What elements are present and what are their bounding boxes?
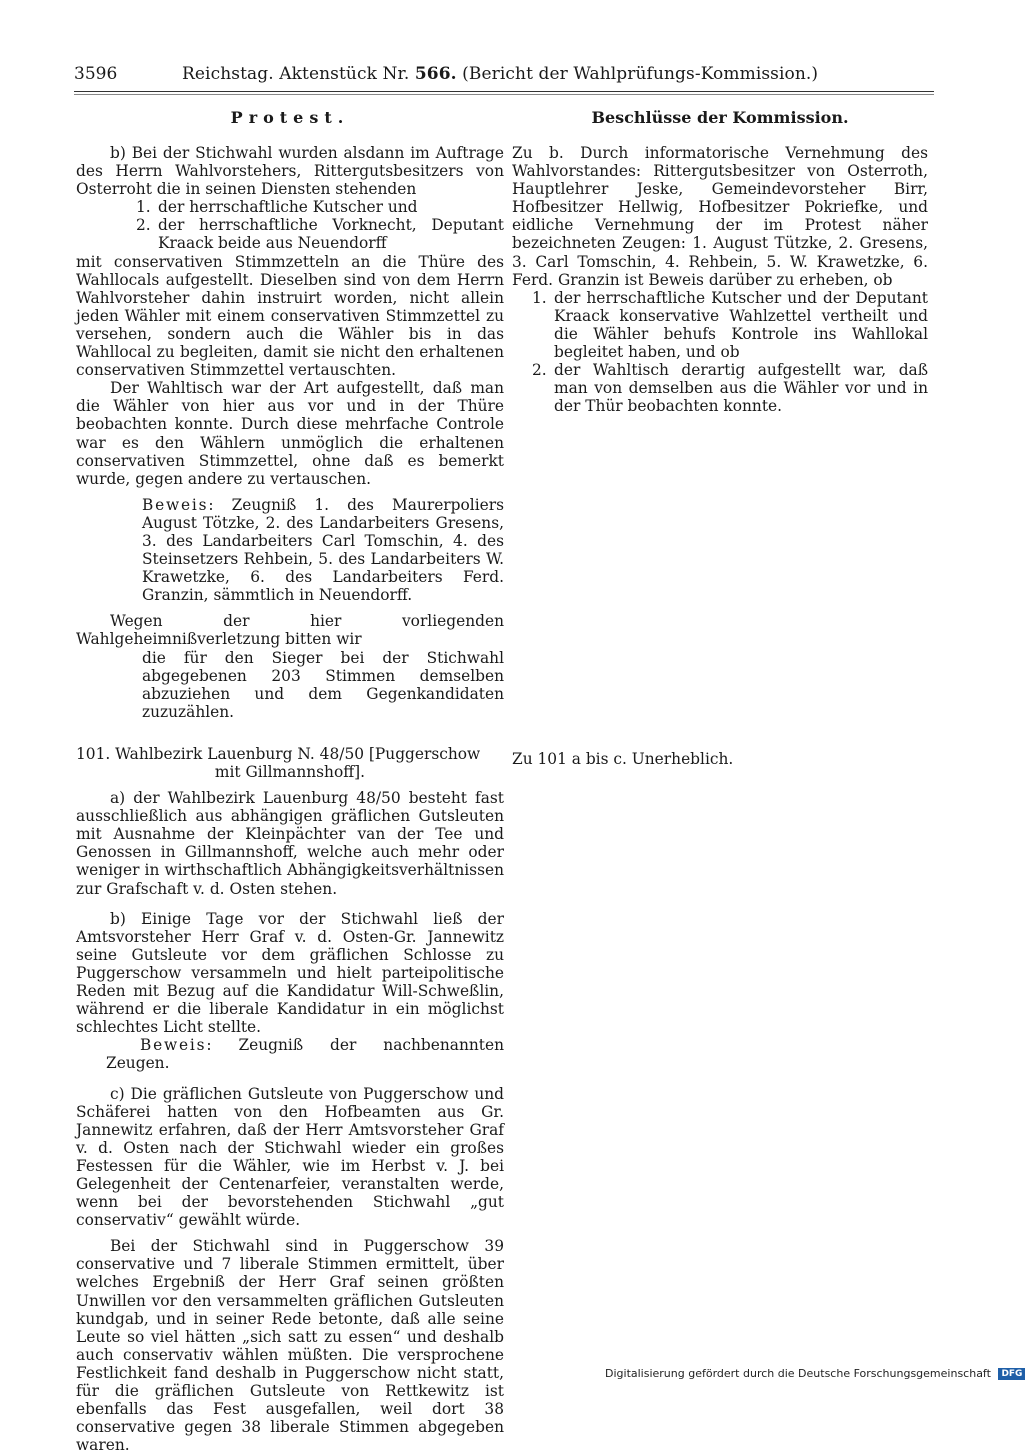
footer-credit [605, 1367, 1025, 1380]
running-title-suffix: (Bericht der Wahlprüfungs-Kommission.) [456, 64, 819, 84]
beweis-1 [142, 496, 504, 605]
decision-list [532, 288, 928, 416]
section-101-c-second-paragraph: Bei der Stichwahl sind in Puggerschow 39 conservative und 7 liberale Stimmen ermittelt, über welches Ergebniß der Herr Graf seinen größten Unwillen vor den versammelten gräflichen Gutsleuten kundgab, und in seiner Rede betonte, daß alle seine Leute so viel hätten „sich satt zu essen“ und deshalb auch conservativ wählen müßten. Die versprochene Festlichkeit fand deshalb in Puggerschow nicht statt, für die gräflichen Gutsleute von Rettkewitz ist ebenfalls das Fest ausgefallen, weil dort 38 conservative gegen 38 liberale Stimmen abgegeben waren. [76, 1237, 504, 1454]
left-column-protest [76, 108, 504, 1454]
section-101-b: b) Einige Tage vor der Stichwahl ließ der Amtsvorsteher Herr Graf v. d. Osten-Gr. Jannewitz seine Gutsleute vor dem gräflichen Schlosse zu Puggerschow versammeln und hielt parteipolitische Reden mit Bezug auf die Kandidatur Will-Schweßlin, während er die liberale Kandidatur in ein möglichst schlechtes Licht stellte. [76, 909, 504, 1037]
beweis-label: Beweis [142, 495, 209, 514]
section-101-c: c) Die gräflichen Gutsleute von Puggerschow und Schäferei hatten von den Hofbeamten aus Gr. Jannewitz erfahren, daß der Herr Amtsvorsteher Graf v. d. Osten nach der Stichwahl wieder ein großes Festessen für die Wähler, wie im Herbst v. J. bei Gelegenheit der Centenarfeier, veranstalten werde, wenn bei der bevorstehenden Stichwahl „gut conservativ“ gewählt würde. [76, 1084, 504, 1230]
beweis-label: Beweis [140, 1036, 207, 1055]
b-witness-list [136, 198, 504, 253]
list-item: 1. der herrschaftliche Kutscher und [136, 198, 418, 217]
section-101-title [76, 745, 504, 781]
list-item: 2. der Wahltisch derartig aufgestellt war, daß man von demselben aus die Wähler vor und in der Thür beobachten konnte. [532, 361, 928, 416]
header-rule [74, 91, 934, 95]
list-item: 1. der herrschaftliche Kutscher und der Deputant Kraack konservative Wahlzettel vertheilt und die Wähler behufs Kontrole ins Wahllokal begleitet haben, und ob [532, 288, 928, 362]
running-title [182, 62, 818, 86]
decision-zu-b: Zu b. Durch informatorische Vernehmung des Wahlvorstandes: Rittergutsbesitzer von Osterroth, Hauptlehrer Jeske, Gemeindevorsteher Birr, Hofbesitzer Hellwig, Hofbesitzer Pokriefke, und eidliche Vernehmung der im Protest näher bezeichneten Zeugen: 1. August Tützke, 2. Gresens, 3. Carl Tomschin, 4. Rehbein, 5. W. Krawetzke, 6. Ferd. Granzin ist Beweis darüber zu erheben, ob [512, 144, 928, 289]
b-continuation-paragraph: mit conservativen Stimmzetteln an die Thüre des Wahllocals aufgestellt. Dieselben sind von dem Herrn Wahlvorsteher dahin instruirt worden, nicht allein jeden Wähler mit einem conservativen Stimmzettel zu versehen, sondern auch die Wähler bis in das Wahllocal zu begleiten, damit sie nicht den erhaltenen conservativen Stimmzettel vertauschten. [76, 252, 504, 380]
beweis-text: : Zeugniß 1. des Maurerpoliers August Tötzke, 2. des Landarbeiters Gresens, 3. des Landarbeiters Carl Tomschin, 4. des Steinsetzers Rehbein, 5. des Landarbeiters W. Krawetzke, 6. des Landarbeiters Ferd. Granzin, sämmtlich in Neuendorff. [142, 495, 504, 605]
b-intro-paragraph: b) Bei der Stichwahl wurden alsdann im Auftrage des Herrn Wahlvorstehers, Rittergutsbesitzers von Osterroht die in seinen Diensten stehenden [76, 144, 504, 199]
running-title-prefix: Reichstag. Aktenstück Nr. [182, 64, 415, 84]
decisions-heading: Beschlüsse der Kommission. [591, 108, 849, 127]
beweis-2 [106, 1036, 504, 1072]
footer-text: Digitalisierung gefördert durch die Deutsche Forschungsgemeinschaft [605, 1367, 991, 1380]
beweis-text: : Zeugniß der nachbenannten Zeugen. [106, 1036, 504, 1073]
b-second-paragraph: Der Wahltisch war der Art aufgestellt, daß man die Wähler von hier aus vor und in der Thüre beobachten konnte. Durch diese mehrfache Controle war es den Wählern unmöglich die erhaltenen conservativen Stimmzettel, ohne daß es bemerkt wurde, gegen andere zu vertauschen. [76, 379, 504, 488]
page-header [74, 60, 934, 90]
right-column-decisions [512, 108, 928, 768]
section-101-title-line1: 101. Wahlbezirk Lauenburg N. 48/50 [Puggerschow [76, 744, 481, 763]
document-number: 566. [414, 64, 457, 84]
decision-zu-101: Zu 101 a bis c. Unerheblich. [512, 750, 734, 768]
page-number: 3596 [74, 64, 118, 84]
section-101-a: a) der Wahlbezirk Lauenburg 48/50 besteht fast ausschließlich aus abhängigen gräflichen Gutsleuten mit Ausnahme der Kleinpächter van der Tee und Genossen in Gillmannshoff, welche auch mehr oder weniger in wirthschaftlich Abhängigkeitsverhältnissen zur Grafschaft v. d. Osten stehen. [76, 789, 504, 898]
wegen-paragraph: Wegen der hier vorliegenden Wahlgeheimnißverletzung bitten wir [76, 612, 504, 649]
dfg-logo-icon: DFG [998, 1368, 1025, 1380]
request-paragraph: die für den Sieger bei der Stichwahl abgegebenen 203 Stimmen demselben abzuziehen und dem Gegenkandidaten zuzuzählen. [142, 648, 504, 721]
list-item: 2. der herrschaftliche Vorknecht, Deputant Kraack beide aus Neuendorff [136, 216, 504, 253]
protest-heading: Protest. [230, 108, 350, 127]
section-101-title-line2: mit Gillmannshoff]. [214, 763, 366, 781]
